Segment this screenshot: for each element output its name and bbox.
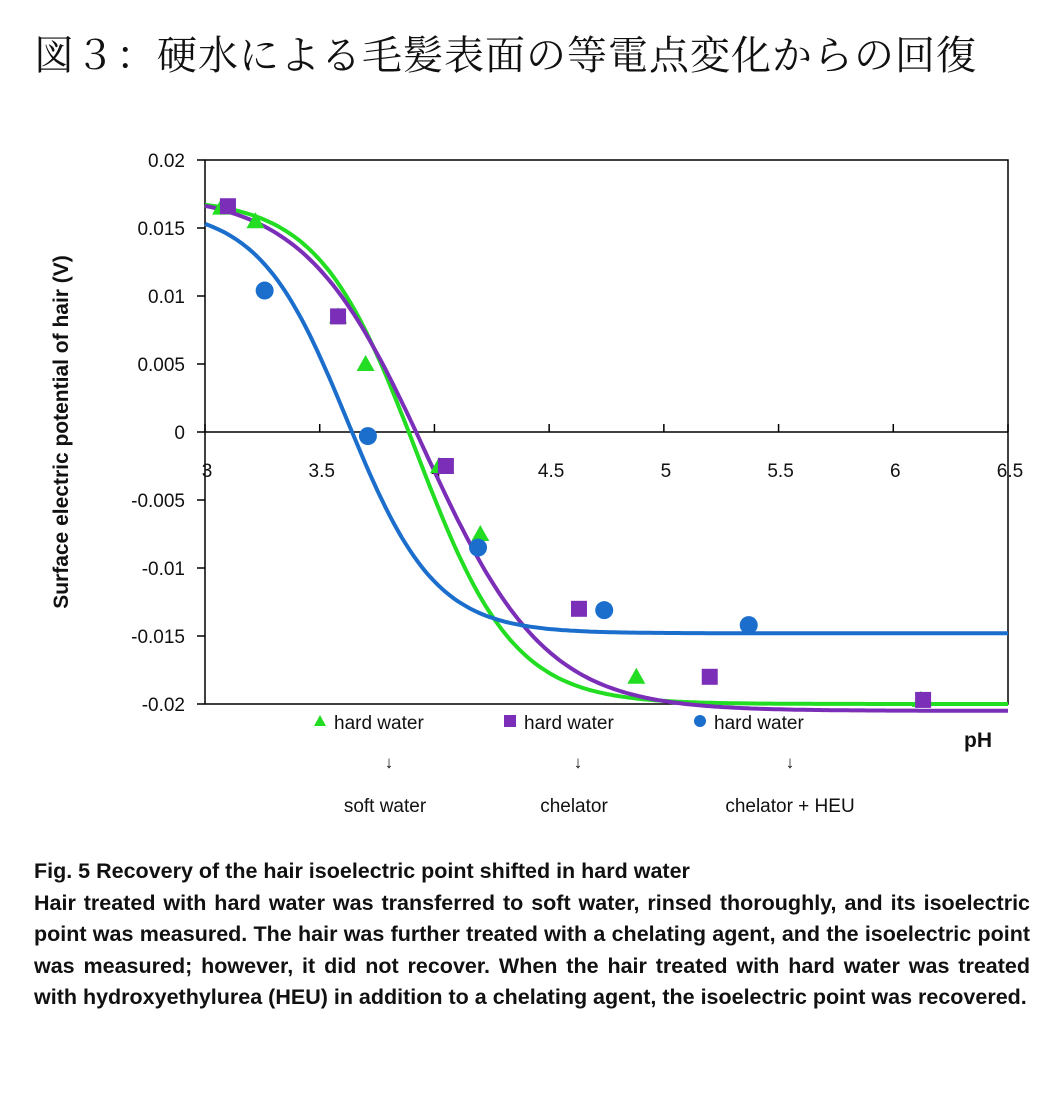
- x-tick-label: 4.5: [537, 461, 565, 482]
- y-tick-label: 0.01: [148, 287, 185, 308]
- caption-body: Hair treated with hard water was transferred to soft water, rinsed thoroughly, and its isoelectric point was measured. The hair was further treated with a chelating agent, and the isoelectric point was measured; however, it did not recover. When the hair treated with hard water was treated with hydroxyethylurea (HEU) in addition to a chelating agent, the isoelectric point was recovered.: [34, 890, 1030, 1009]
- x-tick-label: 3: [201, 461, 213, 482]
- data-point-square: [702, 669, 718, 685]
- data-point-square: [330, 308, 346, 324]
- legend-arrow: ↓: [573, 753, 583, 772]
- legend-label: hard water: [334, 713, 424, 734]
- legend: [314, 713, 855, 817]
- legend-arrow: ↓: [785, 753, 795, 772]
- legend-arrow: ↓: [384, 753, 394, 772]
- y-tick-label: -0.02: [141, 695, 185, 716]
- legend-marker-square: [504, 715, 516, 727]
- y-axis-label: Surface electric potential of hair (V): [50, 255, 73, 609]
- data-point-triangle: [471, 525, 489, 541]
- legend-marker-triangle: [314, 715, 326, 726]
- data-point-circle: [256, 282, 274, 300]
- data-point-square: [438, 458, 454, 474]
- data-point-circle: [595, 601, 613, 619]
- x-tick-label: 5.5: [767, 461, 794, 482]
- fit-curve-triangle: [205, 205, 1008, 704]
- caption-title: Fig. 5 Recovery of the hair isoelectric point shifted in hard water: [34, 859, 690, 883]
- y-axis: [131, 151, 205, 716]
- legend-label: chelator: [540, 796, 608, 817]
- data-point-circle: [359, 427, 377, 445]
- data-point-triangle: [627, 668, 645, 684]
- x-tick-label: 3.5: [308, 461, 335, 482]
- data-point-circle: [469, 539, 487, 557]
- fit-curve-circle: [205, 224, 1008, 633]
- y-tick-label: 0.015: [137, 219, 185, 240]
- legend-marker-circle: [694, 715, 706, 727]
- data-point-circle: [740, 616, 758, 634]
- chart: [0, 130, 1061, 850]
- y-tick-label: -0.01: [141, 559, 185, 580]
- x-tick-label: 6.5: [996, 461, 1024, 482]
- legend-label: hard water: [714, 713, 804, 734]
- x-tick-label: 6: [889, 461, 901, 482]
- y-tick-label: -0.005: [131, 491, 185, 512]
- y-tick-label: 0.005: [137, 355, 185, 376]
- data-point-square: [571, 601, 587, 617]
- y-tick-label: -0.015: [131, 627, 185, 648]
- y-tick-label: 0.02: [148, 151, 185, 172]
- fit-curves: [205, 205, 1008, 711]
- x-axis-label: pH: [964, 729, 992, 752]
- data-point-triangle: [357, 355, 375, 371]
- data-point-square: [220, 198, 236, 214]
- legend-label: hard water: [524, 713, 614, 734]
- figure-caption: [34, 856, 1030, 1014]
- legend-label: chelator + HEU: [725, 796, 855, 817]
- page-title: 図３：硬水による毛髪表面の等電点変化からの回復: [34, 33, 977, 79]
- y-tick-label: 0: [174, 423, 185, 444]
- data-point-square: [915, 692, 931, 708]
- legend-label: soft water: [343, 796, 427, 817]
- x-tick-label: 5: [660, 461, 672, 482]
